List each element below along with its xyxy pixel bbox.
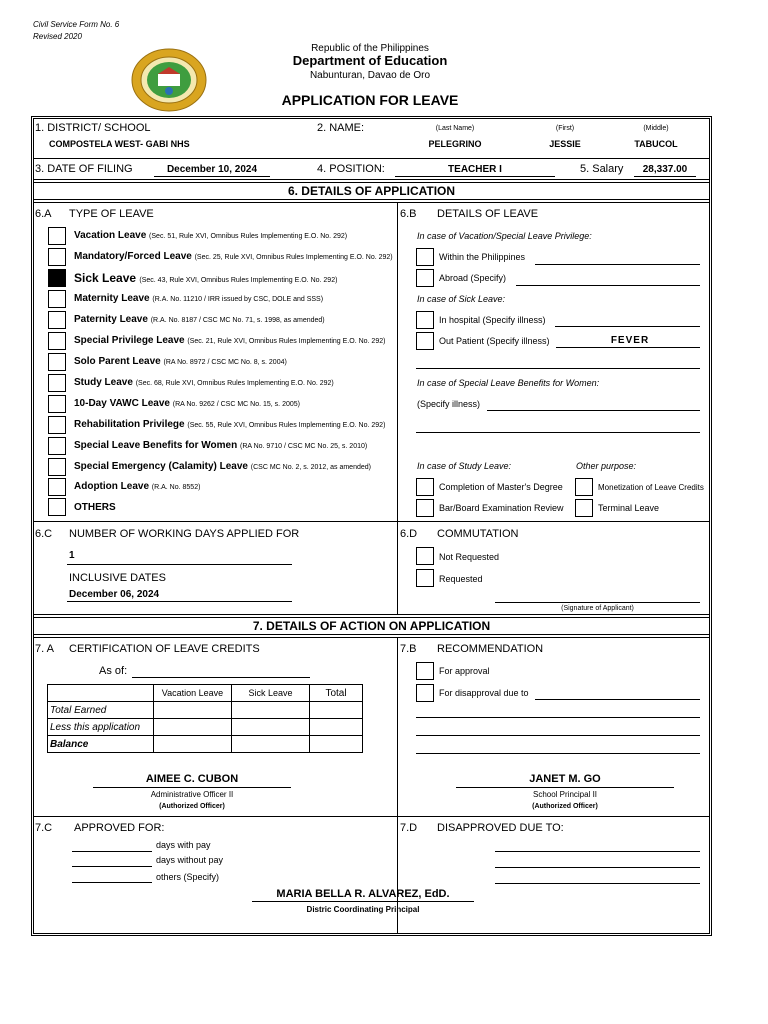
district-value: COMPOSTELA WEST- GABI NHS <box>49 139 190 149</box>
last-name-value: PELEGRINO <box>428 139 482 149</box>
leave-type-checkbox[interactable] <box>48 395 66 413</box>
office-location: Nabunturan, Davao de Oro <box>309 70 431 81</box>
section7a-number: 7. A <box>35 643 54 655</box>
leave-type-item <box>74 230 347 241</box>
masters-degree-checkbox[interactable] <box>416 478 434 496</box>
officer1-role: (Authorized Officer) <box>159 803 225 810</box>
applicant-signature-caption: (Signature of Applicant) <box>561 605 634 612</box>
position-label: 4. POSITION: <box>317 163 385 175</box>
section6-title: 6. DETAILS OF APPLICATION <box>287 184 456 198</box>
section7d-label: DISAPPROVED DUE TO: <box>437 822 564 834</box>
leave-type-checkbox[interactable] <box>48 478 66 496</box>
leave-type-name: Solo Parent Leave <box>74 356 161 367</box>
date-of-filing-label: 3. DATE OF FILING <box>35 163 133 175</box>
leave-type-item <box>74 251 393 262</box>
leave-type-item <box>74 271 337 285</box>
section7b-label: RECOMMENDATION <box>437 643 544 655</box>
leave-type-item <box>74 461 371 472</box>
leave-type-reference: (Sec. 55, Rule XVI, Omnibus Rules Implementing E.O. No. 292) <box>187 422 386 429</box>
balance-vacation-cell <box>154 736 232 753</box>
leave-type-checkbox[interactable] <box>48 332 66 350</box>
section7a-label: CERTIFICATION OF LEAVE CREDITS <box>69 643 260 655</box>
vacation-leave-column-header: Vacation Leave <box>154 685 232 702</box>
leave-type-name: Paternity Leave <box>74 314 148 325</box>
leave-type-reference: (R.A. No. 8552) <box>151 484 201 491</box>
total-earned-vacation-cell <box>154 702 232 719</box>
monetization-label: Monetization of Leave Credits <box>598 483 704 492</box>
leave-type-name: Special Emergency (Calamity) Leave <box>74 461 248 472</box>
not-requested-label: Not Requested <box>439 552 500 562</box>
leave-type-reference: (RA No. 9710 / CSC MC No. 25, s. 2010) <box>239 443 368 450</box>
leave-type-name: Maternity Leave <box>74 293 150 304</box>
leave-type-name: Adoption Leave <box>74 481 150 492</box>
less-application-total-cell <box>310 719 363 736</box>
days-without-pay-label: days without pay <box>156 855 224 865</box>
leave-type-checkbox[interactable] <box>48 311 66 329</box>
district-label: 1. DISTRICT/ SCHOOL <box>35 122 151 134</box>
in-hospital-label: In hospital (Specify illness) <box>439 315 546 325</box>
leave-type-item <box>74 377 334 388</box>
leave-type-reference: (R.A. No. 8187 / CSC MC No. 71, s. 1998, as amended) <box>150 317 325 324</box>
section7d-number: 7.D <box>400 822 418 834</box>
total-earned-row-label: Total Earned <box>48 702 154 719</box>
study-case-caption: In case of Study Leave: <box>417 461 512 471</box>
section6d-number: 6.D <box>400 528 418 540</box>
officer1-title: Administrative Officer II <box>150 790 234 799</box>
leave-type-checkbox[interactable] <box>48 353 66 371</box>
balance-total-cell <box>310 736 363 753</box>
sick-leave-column-header: Sick Leave <box>232 685 310 702</box>
department-heading: Department of Education <box>292 53 448 68</box>
leave-type-checkbox[interactable] <box>48 437 66 455</box>
inclusive-dates-value: December 06, 2024 <box>69 589 160 600</box>
name-label: 2. NAME: <box>317 122 365 134</box>
leave-type-item <box>74 440 367 451</box>
middle-name-value: TABUCOL <box>634 139 678 149</box>
within-philippines-label: Within the Philippines <box>439 252 526 262</box>
leave-type-name: Vacation Leave <box>74 230 147 241</box>
for-approval-label: For approval <box>439 666 490 676</box>
monetization-checkbox[interactable] <box>575 478 593 496</box>
leave-type-reference: (RA No. 9262 / CSC MC No. 15, s. 2005) <box>172 401 300 408</box>
leave-type-name: Special Leave Benefits for Women <box>74 440 238 451</box>
leave-type-reference: (R.A. No. 11210 / IRR issued by CSC, DOLE and SSS) <box>152 296 324 303</box>
division-seal-logo <box>130 47 208 113</box>
leave-type-name: Rehabilitation Privilege <box>74 419 185 430</box>
leave-type-reference: (RA No. 8972 / CSC MC No. 8, s. 2004) <box>163 359 287 366</box>
principal-name: MARIA BELLA R. ALVAREZ, EdD. <box>276 888 450 900</box>
terminal-leave-label: Terminal Leave <box>598 503 660 513</box>
salary-value: 28,337.00 <box>642 164 688 175</box>
vacation-case-caption: In case of Vacation/Special Leave Privilege: <box>417 231 592 241</box>
out-patient-checkbox[interactable] <box>416 332 434 350</box>
date-of-filing-value: December 10, 2024 <box>166 164 258 175</box>
section7c-number: 7.C <box>35 822 53 834</box>
in-hospital-checkbox[interactable] <box>416 311 434 329</box>
leave-type-item <box>74 481 200 492</box>
terminal-leave-checkbox[interactable] <box>575 499 593 517</box>
leave-type-item <box>74 398 300 409</box>
leave-type-name: 10-Day VAWC Leave <box>74 398 170 409</box>
leave-type-item <box>74 335 385 346</box>
leave-type-checkbox[interactable] <box>48 374 66 392</box>
out-patient-illness-value: FEVER <box>610 335 650 346</box>
leave-type-checkbox[interactable] <box>48 269 66 287</box>
leave-type-reference: (Sec. 68, Rule XVI, Omnibus Rules Implementing E.O. No. 292) <box>135 380 334 387</box>
others-checkbox[interactable] <box>48 498 66 516</box>
abroad-checkbox[interactable] <box>416 269 434 287</box>
less-application-row-label: Less this application <box>48 719 154 736</box>
leave-type-checkbox[interactable] <box>48 458 66 476</box>
officer2-name: JANET M. GO <box>529 773 601 785</box>
leave-type-checkbox[interactable] <box>48 416 66 434</box>
leave-type-reference: (CSC MC No. 2, s. 2012, as amended) <box>250 464 371 471</box>
officer2-title: School Principal II <box>532 790 598 799</box>
total-earned-total-cell <box>310 702 363 719</box>
middle-name-caption: (Middle) <box>643 125 669 132</box>
officer1-name: AIMEE C. CUBON <box>145 773 239 785</box>
section7-title: 7. DETAILS OF ACTION ON APPLICATION <box>252 619 491 633</box>
section6d-label: COMMUTATION <box>437 528 519 540</box>
form-revision: Revised 2020 <box>33 32 82 41</box>
days-with-pay-label: days with pay <box>156 840 211 850</box>
leave-type-reference: (Sec. 51, Rule XVI, Omnibus Rules Implementing E.O. No. 292) <box>149 233 348 240</box>
for-disapproval-label: For disapproval due to <box>439 688 529 698</box>
officer2-role: (Authorized Officer) <box>532 803 598 810</box>
section6a-label: TYPE OF LEAVE <box>69 208 154 220</box>
form-number: Civil Service Form No. 6 <box>33 20 120 29</box>
as-of-label: As of: <box>99 665 128 677</box>
women-specify-illness-label: (Specify illness) <box>417 399 481 409</box>
leave-type-reference: (Sec. 25, Rule XVI, Omnibus Rules Implementing E.O. No. 292) <box>194 254 393 261</box>
balance-row-label: Balance <box>48 736 154 753</box>
less-application-vacation-cell <box>154 719 232 736</box>
abroad-label: Abroad (Specify) <box>439 273 507 283</box>
leave-type-item <box>74 419 385 430</box>
first-name-caption: (First) <box>555 125 575 132</box>
section6b-label: DETAILS OF LEAVE <box>437 208 539 220</box>
leave-credits-table <box>47 684 363 753</box>
section6a-number: 6.A <box>35 208 52 220</box>
section7b-number: 7.B <box>400 643 417 655</box>
balance-sick-cell <box>232 736 310 753</box>
position-value: TEACHER I <box>448 164 502 175</box>
within-philippines-checkbox[interactable] <box>416 248 434 266</box>
last-name-caption: (Last Name) <box>435 125 475 132</box>
leave-type-name: Study Leave <box>74 377 133 388</box>
leave-type-item <box>74 293 323 304</box>
salary-label: 5. Salary <box>580 163 624 175</box>
for-approval-checkbox[interactable] <box>416 662 434 680</box>
leave-type-name: Special Privilege Leave <box>74 335 185 346</box>
other-purpose-caption: Other purpose: <box>576 461 637 471</box>
masters-degree-label: Completion of Master's Degree <box>439 482 563 492</box>
sick-case-caption: In case of Sick Leave: <box>417 294 506 304</box>
leave-type-reference: (Sec. 43, Rule XVI, Omnibus Rules Implementing E.O. No. 292) <box>139 277 338 284</box>
requested-label: Requested <box>439 574 483 584</box>
out-patient-label: Out Patient (Specify illness) <box>439 336 550 346</box>
leave-type-item <box>74 356 287 367</box>
women-case-caption: In case of Special Leave Benefits for Women: <box>417 378 600 388</box>
leave-type-name: Mandatory/Forced Leave <box>74 251 192 262</box>
first-name-value: JESSIE <box>549 139 581 149</box>
inclusive-dates-label: INCLUSIVE DATES <box>69 572 166 584</box>
others-specify-label: others (Specify) <box>156 872 220 882</box>
section7c-label: APPROVED FOR: <box>74 822 165 834</box>
bar-board-review-checkbox[interactable] <box>416 499 434 517</box>
total-earned-sick-cell <box>232 702 310 719</box>
others-label: OTHERS <box>74 502 116 513</box>
section6b-number: 6.B <box>400 208 417 220</box>
total-column-header: Total <box>310 685 363 702</box>
leave-type-checkbox[interactable] <box>48 227 66 245</box>
less-application-sick-cell <box>232 719 310 736</box>
leave-type-checkbox[interactable] <box>48 290 66 308</box>
leave-type-reference: (Sec. 21, Rule XVI, Omnibus Rules Implementing E.O. No. 292) <box>187 338 386 345</box>
leave-type-checkbox[interactable] <box>48 248 66 266</box>
section6c-label: NUMBER OF WORKING DAYS APPLIED FOR <box>69 528 300 540</box>
bar-board-review-label: Bar/Board Examination Review <box>439 503 564 513</box>
not-requested-checkbox[interactable] <box>416 547 434 565</box>
form-title: APPLICATION FOR LEAVE <box>281 92 459 108</box>
leave-type-name: Sick Leave <box>74 271 137 285</box>
working-days-value: 1 <box>69 550 75 561</box>
section6c-number: 6.C <box>35 528 53 540</box>
for-disapproval-checkbox[interactable] <box>416 684 434 702</box>
leave-type-item <box>74 314 325 325</box>
principal-title: Distric Coordinating Principal <box>306 905 420 914</box>
republic-heading: Republic of the Philippines <box>311 43 429 54</box>
requested-checkbox[interactable] <box>416 569 434 587</box>
